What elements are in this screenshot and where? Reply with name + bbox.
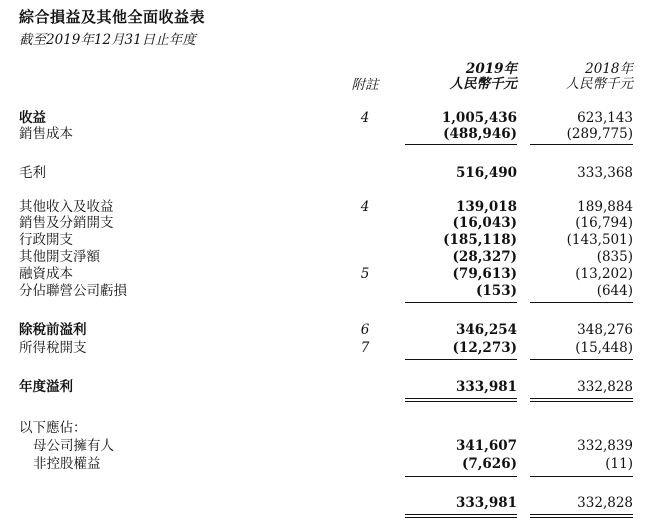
row-label: 年度溢利 [19, 379, 73, 395]
row-label: 除稅前溢利 [19, 322, 87, 338]
table-row [0, 283, 653, 299]
row-value-2019: (185,118) [443, 232, 517, 248]
divider-line [405, 476, 517, 477]
row-label: 其他收入及收益 [19, 199, 114, 215]
row-label: 銷售成本 [19, 126, 73, 142]
table-row [0, 126, 653, 142]
row-value-2018: 189,884 [577, 199, 633, 215]
divider-line [530, 476, 633, 477]
row-value-2019: 341,607 [455, 438, 517, 454]
table-row [0, 379, 653, 395]
row-value-2018: (835) [596, 249, 633, 265]
divider-line [405, 302, 517, 303]
divider-line [405, 517, 517, 518]
row-note: 6 [360, 322, 370, 338]
row-value-2019: 346,254 [455, 322, 517, 338]
row-value-2018: (16,794) [575, 215, 633, 231]
divider-line [405, 359, 517, 360]
year-2019-label: 2019年 [465, 61, 517, 77]
row-value-2019: 333,981 [455, 379, 517, 395]
row-value-2018: 333,368 [577, 165, 633, 181]
year-2018-unit: 人民幣千元 [565, 76, 633, 92]
row-value-2018: (15,448) [575, 340, 633, 356]
row-value-2018: 332,839 [577, 438, 633, 454]
divider-line [405, 514, 517, 515]
row-note: 4 [360, 199, 370, 215]
row-value-2019: (79,613) [452, 266, 517, 282]
row-label: 以下應佔： [19, 420, 87, 436]
row-value-2019: (153) [476, 283, 517, 299]
table-row [0, 340, 653, 356]
divider-line [405, 144, 517, 145]
table-row [0, 322, 653, 338]
statement-title: 綜合損益及其他全面收益表 [19, 8, 206, 26]
row-label: 分佔聯營公司虧損 [19, 283, 127, 299]
note-column-header: 附註 [351, 77, 379, 93]
year-2018-column-header [530, 62, 633, 92]
row-label: 行政開支 [19, 232, 73, 248]
row-value-2018: (289,775) [566, 126, 633, 142]
divider-line [530, 514, 633, 515]
divider-line [530, 302, 633, 303]
row-label: 收益 [19, 110, 46, 126]
table-row [0, 249, 653, 265]
row-note: 7 [360, 340, 370, 356]
row-value-2019: (488,946) [443, 126, 517, 142]
table-row [0, 110, 653, 126]
row-label: 非控股權益 [33, 456, 101, 472]
table-row [0, 215, 653, 231]
table-row [0, 438, 653, 454]
table-row [0, 495, 653, 511]
divider-line [530, 517, 633, 518]
row-label: 銷售及分銷開支 [19, 215, 114, 231]
divider-line [530, 359, 633, 360]
row-value-2019: (16,043) [452, 215, 517, 231]
row-note: 5 [360, 266, 370, 282]
row-value-2018: 348,276 [577, 322, 633, 338]
table-row [0, 165, 653, 181]
divider-line [530, 401, 633, 402]
row-value-2018: (13,202) [575, 266, 633, 282]
row-value-2019: 1,005,436 [441, 110, 517, 126]
row-value-2019: 516,490 [455, 165, 517, 181]
row-value-2019: (28,327) [452, 249, 517, 265]
row-value-2019: (7,626) [461, 456, 517, 472]
divider-line [530, 144, 633, 145]
row-value-2018: 623,143 [577, 110, 633, 126]
table-row [0, 232, 653, 248]
row-label: 其他開支淨額 [19, 249, 100, 265]
row-label: 融資成本 [19, 266, 73, 282]
year-2019-column-header [405, 62, 517, 92]
row-value-2018: (644) [596, 283, 633, 299]
divider-line [530, 398, 633, 399]
statement-subtitle: 截至2019年12月31日止年度 [19, 32, 196, 48]
row-value-2018: (11) [605, 456, 633, 472]
table-row [0, 456, 653, 472]
row-value-2019: 139,018 [455, 199, 517, 215]
row-value-2019: 333,981 [455, 495, 517, 511]
divider-line [405, 398, 517, 399]
row-note: 4 [360, 110, 370, 126]
row-value-2018: 332,828 [577, 379, 633, 395]
divider-line [405, 401, 517, 402]
row-label: 所得稅開支 [19, 340, 87, 356]
year-2019-unit: 人民幣千元 [449, 76, 517, 92]
year-2018-label: 2018年 [585, 61, 633, 77]
row-value-2018: 332,828 [577, 495, 633, 511]
row-label: 母公司擁有人 [33, 438, 114, 454]
table-row [0, 199, 653, 215]
table-row [0, 420, 653, 436]
row-value-2018: (143,501) [566, 232, 633, 248]
row-value-2019: (12,273) [452, 340, 517, 356]
table-row [0, 266, 653, 282]
row-label: 毛利 [19, 165, 46, 181]
